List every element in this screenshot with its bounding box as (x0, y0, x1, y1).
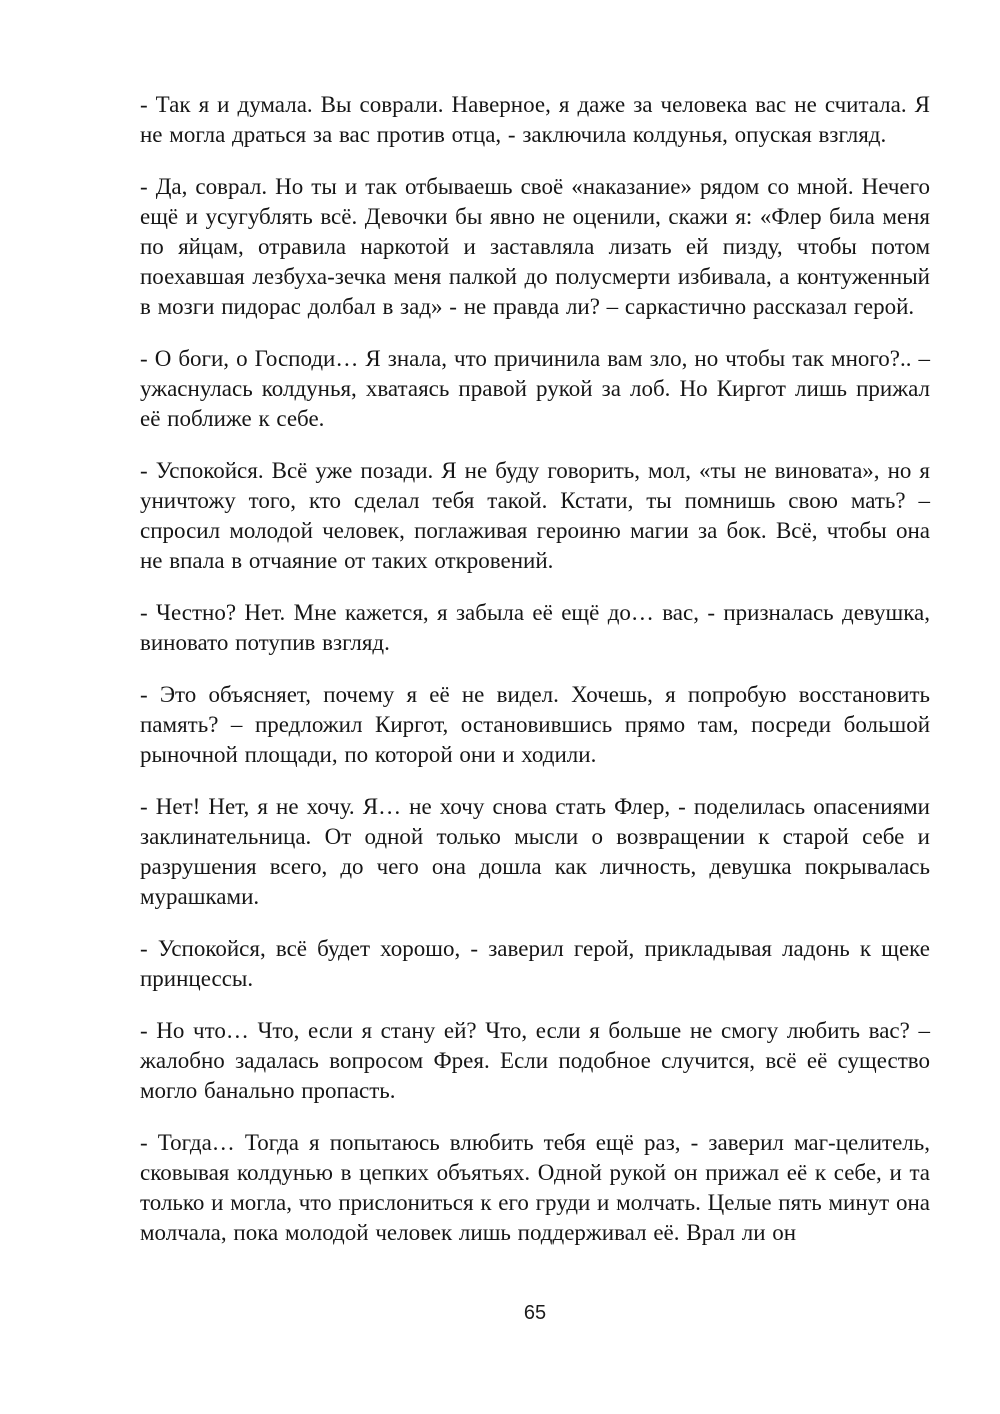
paragraph-1: - Так я и думала. Вы соврали. Наверное, я даже за человека вас не считала. Я не могла драться за вас против отца, - заключила колдунья, опуская взгляд. (140, 92, 930, 147)
paragraph-7: - Нет! Нет, я не хочу. Я… не хочу снова стать Флер, - поделилась опасениями заклинательница. От одной только мысли о возвращении к старой себе и разрушения всего, до чего она дошла как личность, девушка покрывалась мурашками. (140, 794, 930, 909)
paragraph-2: - Да, соврал. Но ты и так отбываешь своё «наказание» рядом со мной. Нечего ещё и усугублять всё. Девочки бы явно не оценили, скажи я: «Флер била меня по яйцам, отравила наркотой и заставляла лизать ей пизду, чтобы потом поехавшая лезбуха-зечка меня палкой до полусмерти избивала, а контуженный в мозги пидорас долбал в зад» - не правда ли? – саркастично рассказал герой. (140, 174, 930, 319)
paragraph-4: - Успокойся. Всё уже позади. Я не буду говорить, мол, «ты не виновата», но я уничтожу того, кто сделал тебя такой. Кстати, ты помнишь свою мать? – спросил молодой человек, поглаживая героиню магии за бок. Всё, чтобы она не впала в отчаяние от таких откровений. (140, 458, 930, 573)
paragraph-9: - Но что… Что, если я стану ей? Что, если я больше не смогу любить вас? – жалобно задалась вопросом Фрея. Если подобное случится, всё её существо могло банально пропасть. (140, 1018, 930, 1103)
paragraph-10: - Тогда… Тогда я попытаюсь влюбить тебя ещё раз, - заверил маг-целитель, сковывая колдунью в цепких объятьях. Одной рукой он прижал её к себе, и та только и могла, что прислониться к его груди и молчать. Целые пять минут она молчала, пока молодой человек лишь поддерживал её. Врал ли он (140, 1130, 930, 1245)
paragraph-3: - О боги, о Господи… Я знала, что причинила вам зло, но чтобы так много?.. – ужаснулась колдунья, хватаясь правой рукой за лоб. Но Киргот лишь прижал её поближе к себе. (140, 346, 930, 431)
paragraph-5: - Честно? Нет. Мне кажется, я забыла её ещё до… вас, - призналась девушка, виновато потупив взгляд. (140, 600, 930, 655)
text-body (140, 90, 930, 1270)
page-number: 65 (523, 1302, 547, 1324)
paragraph-8: - Успокойся, всё будет хорошо, - заверил герой, прикладывая ладонь к щеке принцессы. (140, 936, 930, 991)
paragraph-6: - Это объясняет, почему я её не видел. Хочешь, я попробую восстановить память? – предложил Киргот, остановившись прямо там, посреди большой рыночной площади, по которой они и ходили. (140, 682, 930, 767)
